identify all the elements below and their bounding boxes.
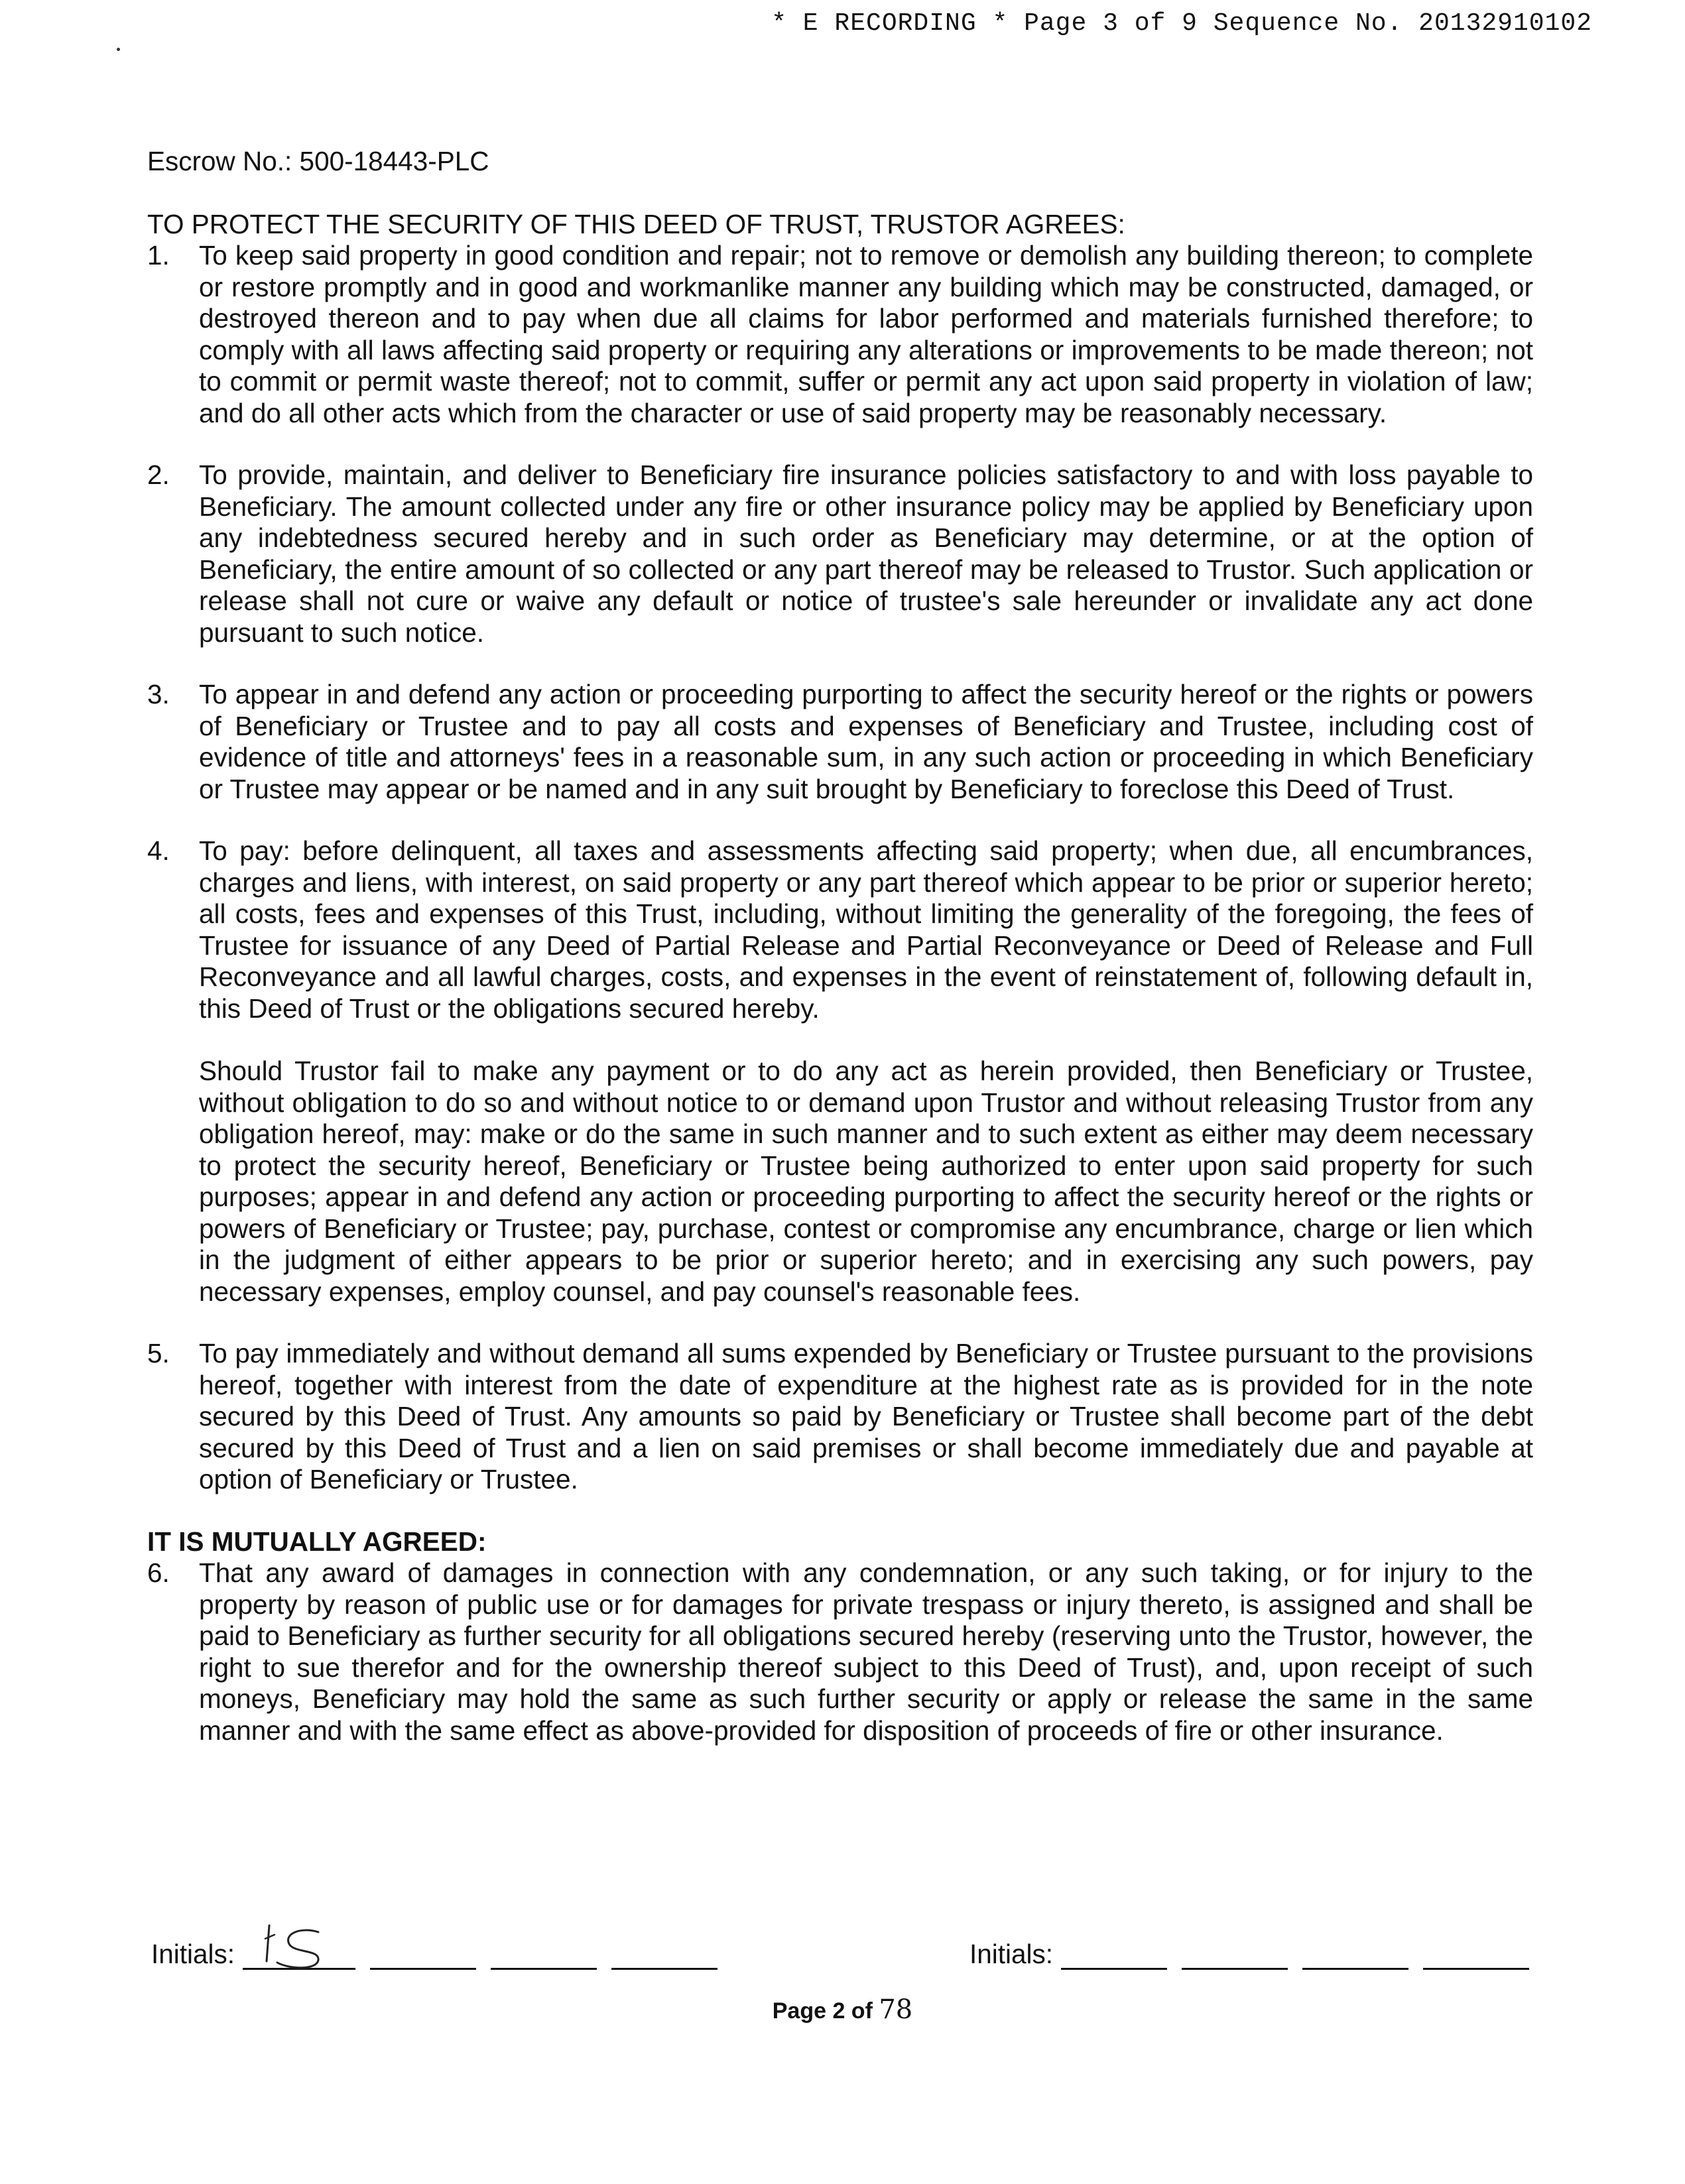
covenant-number: 4. xyxy=(147,835,170,866)
initials-blank-signed xyxy=(243,1941,355,1970)
recording-stamp: * E RECORDING * Page 3 of 9 Sequence No. 20132910102 xyxy=(771,9,1592,38)
covenant-paragraph: That any award of damages in connection with any condemnation, or any such taking, or for injury to the property by reason of public use or for damages for private trespass or injury thereto, is assigned and shall be paid to Beneficiary as further security for all obligations secured hereby (reserving unto the Trustor, however, the right to sue therefor and for the ownership thereof subject to this Deed of Trust), and, upon receipt of such moneys, Beneficiary may hold the same as such further security or apply or release the same in the same manner and with the same effect as above-provided for disposition of proceeds of fire or other insurance. xyxy=(199,1557,1533,1746)
initials-label: Initials: xyxy=(151,1939,235,1969)
page-footer xyxy=(0,1994,1685,2025)
covenant-item xyxy=(147,1338,1533,1496)
trustor-initials-row xyxy=(151,1939,732,1970)
covenant-item xyxy=(147,1557,1533,1746)
escrow-number: Escrow No.: 500-18443-PLC xyxy=(147,146,489,176)
covenant-item xyxy=(147,459,1533,648)
covenant-paragraph: To pay: before delinquent, all taxes and assessments affecting said property; when due, all encumbrances, charges and liens, with interest, on said property or any part thereof which appear to be prior or superior hereto; all costs, fees and expenses of this Trust, including, without limiting the generality of the foregoing, the fees of Trustee for issuance of any Deed of Partial Release and Partial Reconveyance or Deed of Release and Full Reconveyance and all lawful charges, costs, and expenses in the event of reinstatement of, following default in, this Deed of Trust or the obligations secured hereby. xyxy=(199,835,1533,1024)
initials-label: Initials: xyxy=(969,1939,1054,1969)
covenant-item xyxy=(147,240,1533,429)
section-heading: TO PROTECT THE SECURITY OF THIS DEED OF TRUST, TRUSTOR AGREES: xyxy=(147,208,1125,239)
document-body xyxy=(147,146,1533,1777)
initials-blank xyxy=(1182,1941,1288,1970)
covenant-item xyxy=(147,679,1533,805)
covenant-number: 2. xyxy=(147,459,170,490)
covenant-number: 5. xyxy=(147,1338,170,1368)
covenant-paragraph: To pay immediately and without demand all sums expended by Beneficiary or Trustee pursuant to the provisions hereof, together with interest from the date of expenditure at the highest rate as is provided for in the note secured by this Deed of Trust. Any amounts so paid by Beneficiary or Trustee shall become part of the debt secured by this Deed of Trust and a lien on said premises or shall become immediately due and payable at option of Beneficiary or Trustee. xyxy=(199,1338,1533,1494)
covenant-paragraph: To provide, maintain, and deliver to Beneficiary fire insurance policies satisfactory to and with loss payable to Beneficiary. The amount collected under any fire or other insurance policy may be applied by Beneficiary upon any indebtedness secured hereby and in such order as Beneficiary may determine, or at the option of Beneficiary, the entire amount of so collected or any part thereof may be released to Trustor. Such application or release shall not cure or waive any default or notice of trustee's sale hereunder or invalidate any act done pursuant to such notice. xyxy=(199,459,1533,648)
covenant-number: 6. xyxy=(147,1557,170,1588)
initials-blank xyxy=(491,1941,597,1970)
covenant-paragraph: To keep said property in good condition and repair; not to remove or demolish any building thereon; to complete or restore promptly and in good and workmanlike manner any building which may be constructed, damaged, or destroyed thereon and to pay when due all claims for labor performed and materials furnished therefore; to comply with all laws affecting said property or requiring any alterations or improvements to be made thereon; not to commit or permit waste thereof; not to commit, suffer or permit any act upon said property in violation of law; and do all other acts which from the character or use of said property may be reasonably necessary. xyxy=(199,240,1533,428)
beneficiary-initials-row xyxy=(969,1939,1544,1970)
covenant-paragraph: To appear in and defend any action or proceeding purporting to affect the security hereof or the rights or powers of Beneficiary or Trustee and to pay all costs and expenses of Beneficiary and Trustee, including cost of evidence of title and attorneys' fees in a reasonable sum, in any such action or proceeding in which Beneficiary or Trustee may appear or be named and in any suit brought by Beneficiary to foreclose this Deed of Trust. xyxy=(199,679,1533,804)
initials-blank xyxy=(1302,1941,1408,1970)
scan-speck xyxy=(117,48,120,51)
mutual-heading: IT IS MUTUALLY AGREED: xyxy=(147,1526,487,1557)
initials-blank xyxy=(611,1941,718,1970)
handwritten-initials-signature xyxy=(255,1920,341,1972)
page-number-prefix: Page 2 of xyxy=(772,1998,879,2024)
covenant-paragraph: Should Trustor fail to make any payment or to do any act as herein provided, then Beneficiary or Trustee, without obligation to do so and without notice to or demand upon Trustor and without releasing Trustor from any obligation hereof, may: make or do the same in such manner and to such extent as either may deem necessary to protect the security hereof, Beneficiary or Trustee being authorized to enter upon said property for such purposes; appear in and defend any action or proceeding purporting to affect the security hereof or the rights or powers of Beneficiary or Trustee; pay, purchase, contest or compromise any encumbrance, charge or lien which in the judgment of either appears to be prior or superior hereto; and in exercising any such powers, pay necessary expenses, employ counsel, and pay counsel's reasonable fees. xyxy=(199,1056,1533,1307)
covenant-item xyxy=(147,835,1533,1307)
covenant-list xyxy=(147,240,1533,1496)
initials-blank xyxy=(1423,1941,1529,1970)
mutual-covenant-list xyxy=(147,1557,1533,1746)
page-total-handwritten: 78 xyxy=(879,1994,913,2025)
covenant-number: 1. xyxy=(147,240,170,271)
initials-blank xyxy=(1061,1941,1167,1970)
initials-blank xyxy=(370,1941,476,1970)
covenant-number: 3. xyxy=(147,679,170,709)
